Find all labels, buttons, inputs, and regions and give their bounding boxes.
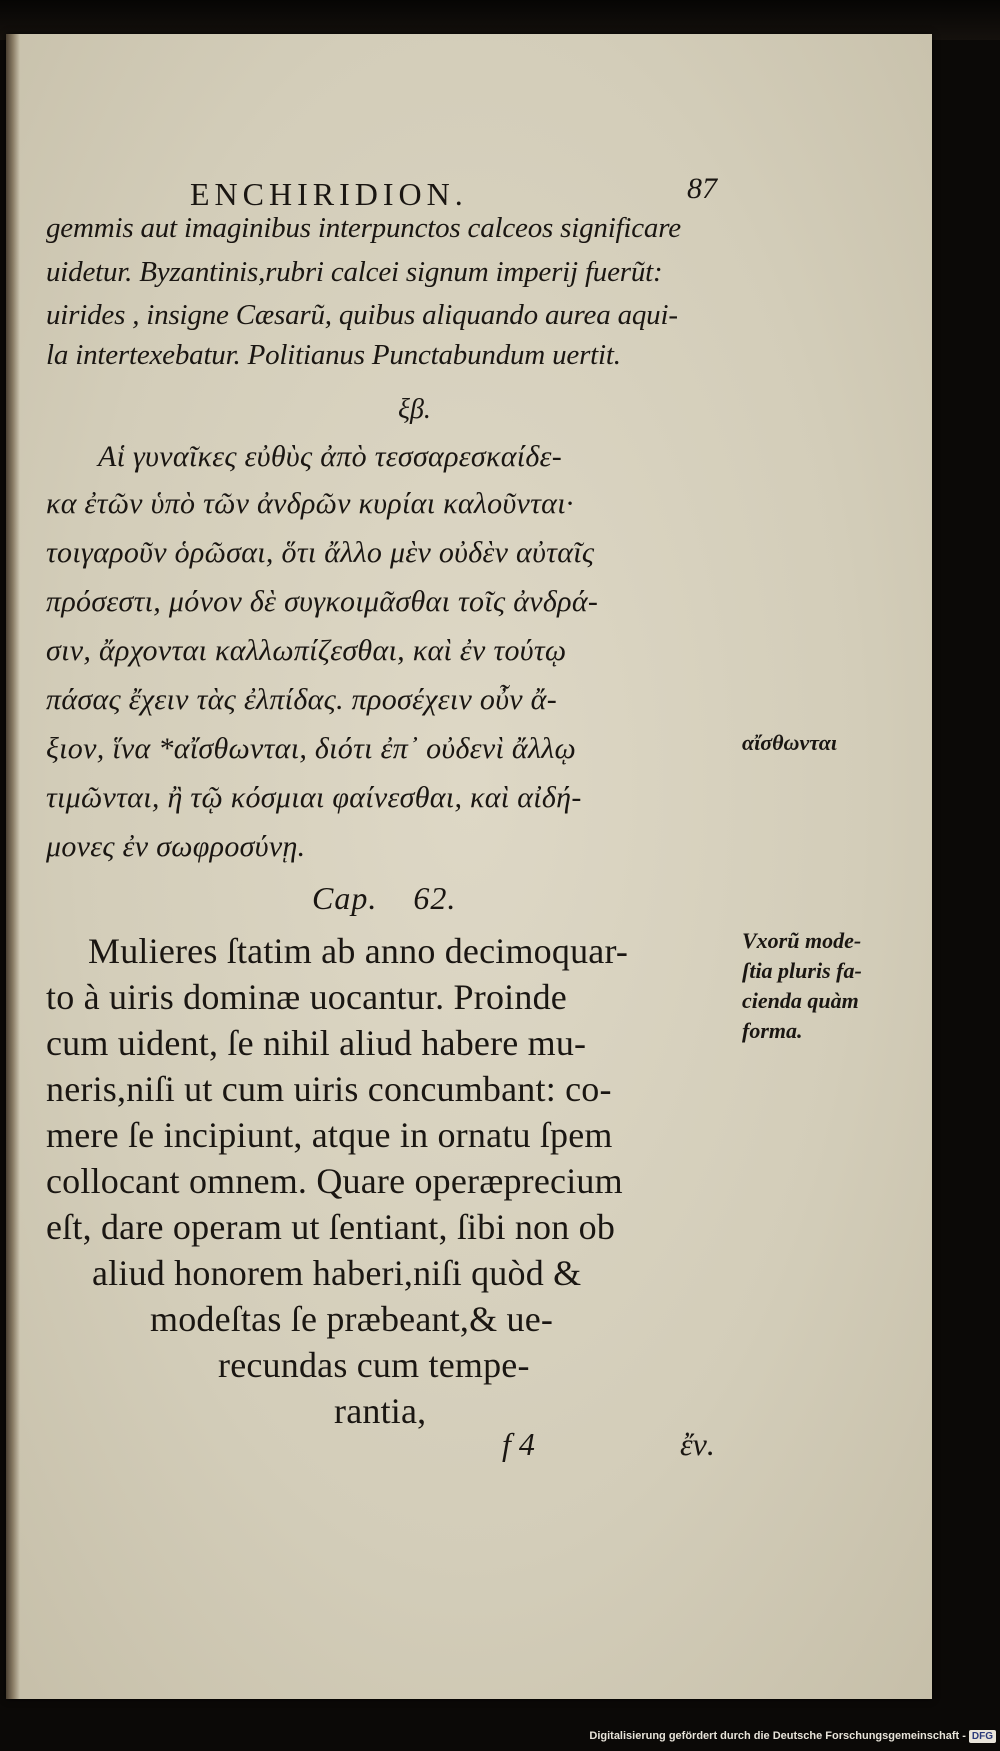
note-line: uirides , insigne Cæsarũ, quibus aliquando aurea aqui-	[46, 299, 678, 331]
latin-line: eſt, dare operam ut ſentiant, ſibi non ob	[46, 1207, 616, 1247]
greek-line: πάσας ἔχειν τὰς ἐλπίδας. προσέχειν οὖν ἄ-	[46, 683, 558, 716]
latin-line: cum uident, ſe nihil aliud habere mu-	[46, 1023, 587, 1063]
greek-line: ξιον, ἵνα *αἴσθωνται, διότι ἐπ᾽ οὐδενὶ ἄλλῳ	[46, 732, 577, 765]
latin-line: aliud honorem haberi,niſi quòd &	[92, 1253, 582, 1293]
latin-line: rantia,	[334, 1391, 427, 1431]
greek-line: τοιγαροῦν ὁρῶσαι, ὅτι ἄλλο μὲν οὐδὲν αὐταῖς	[46, 536, 595, 569]
chapter-number: 62.	[413, 880, 457, 916]
digitization-credit	[589, 1725, 996, 1747]
signature-mark: f 4	[502, 1426, 535, 1462]
dfg-logo-icon: DFG	[969, 1730, 996, 1743]
latin-line: mere ſe incipiunt, atque in ornatu ſpem	[46, 1115, 613, 1155]
note-line: uidetur. Byzantinis,rubri calcei signum imperij fuerũt:	[46, 256, 663, 288]
latin-line: to à uiris dominæ uocantur. Proinde	[46, 977, 567, 1017]
note-line: la intertexebatur. Politianus Punctabundum uertit.	[46, 339, 621, 371]
greek-line: μονες ἐν σωφροσύνῃ.	[46, 830, 306, 863]
credit-text: Digitalisierung gefördert durch die Deutsche Forschungsgemeinschaft -	[589, 1730, 966, 1742]
chapter-heading	[312, 880, 456, 917]
greek-line: κα ἐτῶν ὑπὸ τῶν ἀνδρῶν κυρίαι καλοῦνται·	[46, 487, 574, 520]
margin-note-line: cienda quàm	[742, 988, 859, 1013]
latin-line: recundas cum tempe-	[218, 1345, 530, 1385]
note-line: gemmis aut imaginibus interpunctos calceos significare	[46, 212, 681, 244]
greek-margin-note: αἴσθωνται	[742, 730, 837, 755]
greek-line: σιν, ἄρχονται καλλωπίζεσθαι, καὶ ἐν τούτῳ	[46, 634, 567, 667]
margin-note-line: ſtia pluris fa-	[742, 958, 862, 983]
latin-line: Mulieres ſtatim ab anno decimoquar-	[88, 931, 629, 971]
catchword: ἔν.	[680, 1426, 715, 1462]
margin-note-line: Vxorũ mode-	[742, 928, 862, 953]
margin-note-line: forma.	[742, 1018, 803, 1043]
page-number: 87	[687, 172, 717, 205]
latin-line: modeſtas ſe præbeant,& ue-	[150, 1299, 554, 1339]
greek-line: πρόσεστι, μόνον δὲ συγκοιμᾶσθαι τοῖς ἀνδρά-	[46, 585, 599, 618]
greek-line: τιμῶνται, ἢ τῷ κόσμιαι φαίνεσθαι, καὶ αἰδή-	[46, 781, 582, 814]
chapter-label: Cap.	[312, 880, 378, 916]
latin-line: collocant omnem. Quare operæprecium	[46, 1161, 623, 1201]
running-title: ENCHIRIDION.	[190, 176, 468, 212]
latin-line: neris,niſi ut cum uiris concumbant: co-	[46, 1069, 612, 1109]
greek-line: Αἱ γυναῖκες εὐθὺς ἀπὸ τεσσαρεσκαίδε-	[98, 440, 563, 473]
section-mark: ξβ.	[398, 394, 431, 425]
page-binding-edge	[6, 34, 20, 1699]
